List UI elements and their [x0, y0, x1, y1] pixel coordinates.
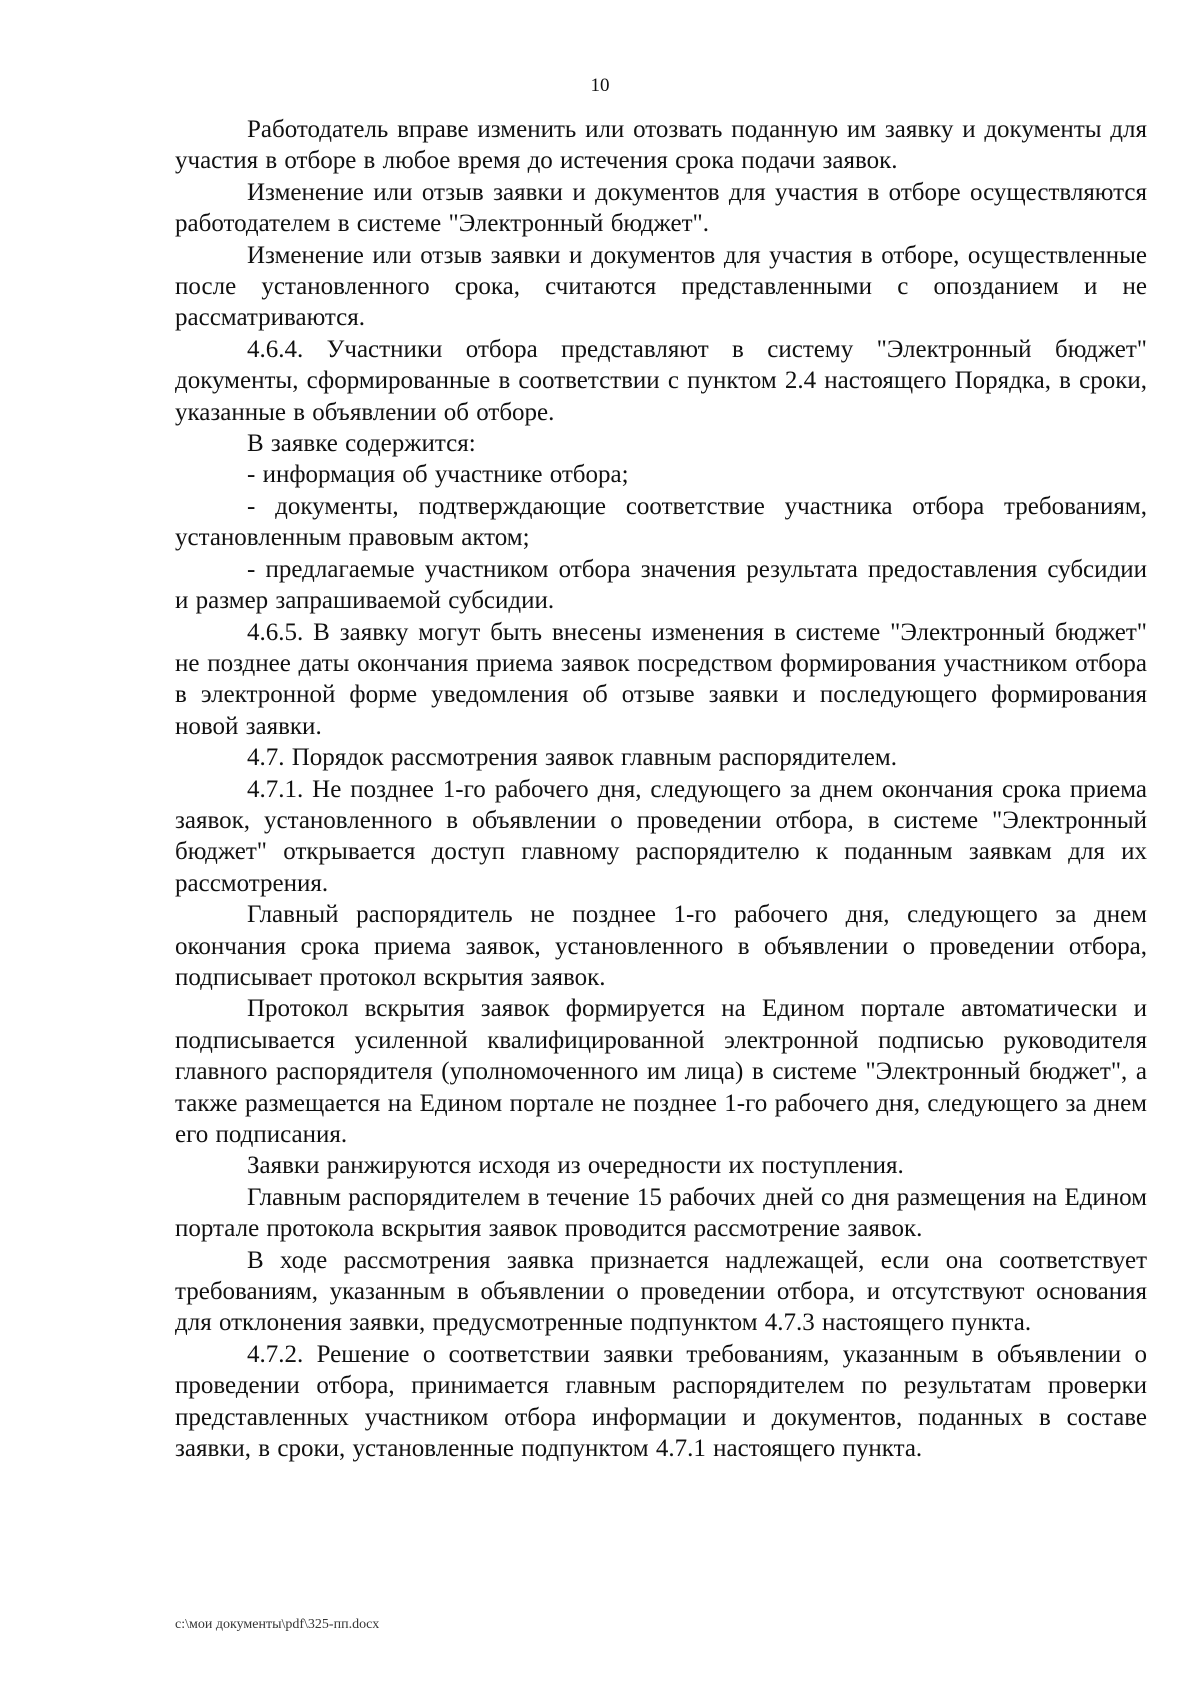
- document-body: [175, 114, 1147, 1464]
- paragraph: Главным распорядителем в течение 15 рабочих дней со дня размещения на Едином портале протокола вскрытия заявок проводится рассмотрение заявок.: [175, 1183, 1147, 1243]
- page-number: 10: [590, 75, 610, 96]
- paragraph: 4.7.2. Решение о соответствии заявки требованиям, указанным в объявлении о проведении отбора, принимается главным распорядителем по результатам проверки представленных участником отбора информации и документов, поданных в составе заявки, в сроки, установленные подпунктом 4.7.1 настоящего пункта.: [175, 1340, 1147, 1463]
- paragraph: 4.6.5. В заявку могут быть внесены изменения в системе "Электронный бюджет" не позднее даты окончания приема заявок посредством формирования участником отбора в электронной форме уведомления об отзыве заявки и последующего формирования новой заявки.: [175, 618, 1147, 740]
- paragraph: Заявки ранжируются исходя из очередности их поступления.: [247, 1152, 904, 1180]
- paragraph: Изменение или отзыв заявки и документов для участия в отборе осуществляются работодателем в системе "Электронный бюджет".: [175, 178, 1147, 238]
- paragraph: 4.7.1. Не позднее 1-го рабочего дня, следующего за днем окончания срока приема заявок, установленного в объявлении о проведении отбора, в системе "Электронный бюджет" открывается доступ главному распорядителю к поданным заявкам для их рассмотрения.: [175, 775, 1147, 897]
- file-path-footer: c:\мои документы\pdf\325-пп.docx: [175, 1617, 380, 1632]
- paragraph: Протокол вскрытия заявок формируется на Едином портале автоматически и подписывается усиленной квалифицированной электронной подписью руководителя главного распорядителя (уполномоченного им лица) в системе "Электронный бюджет", а также размещается на Едином портале не позднее 1-го рабочего дня, следующего за днем его подписания.: [175, 995, 1147, 1148]
- paragraph: В заявке содержится:: [247, 430, 476, 458]
- section-heading: 4.7. Порядок рассмотрения заявок главным распорядителем.: [247, 744, 897, 772]
- paragraph: Главный распорядитель не позднее 1-го рабочего дня, следующего за днем окончания срока приема заявок, установленного в объявлении о проведении отбора, подписывает протокол вскрытия заявок.: [175, 901, 1147, 991]
- list-item: - предлагаемые участником отбора значения результата предоставления субсидии и размер запрашиваемой субсидии.: [175, 555, 1147, 615]
- paragraph: 4.6.4. Участники отбора представляют в систему "Электронный бюджет" документы, сформированные в соответствии с пунктом 2.4 настоящего Порядка, в сроки, указанные в объявлении об отборе.: [175, 335, 1147, 426]
- paragraph: Изменение или отзыв заявки и документов для участия в отборе, осуществленные после установленного срока, считаются представленными с опозданием и не рассматриваются.: [175, 241, 1147, 332]
- paragraph: Работодатель вправе изменить или отозвать поданную им заявку и документы для участия в отборе в любое время до истечения срока подачи заявок.: [175, 116, 1147, 175]
- list-item: - документы, подтверждающие соответствие участника отбора требованиям, установленным правовым актом;: [175, 492, 1147, 552]
- list-item: - информация об участнике отбора;: [247, 461, 629, 489]
- paragraph: В ходе рассмотрения заявка признается надлежащей, если она соответствует требованиям, указанным в объявлении о проведении отбора, и отсутствуют основания для отклонения заявки, предусмотренные подпунктом 4.7.3 настоящего пункта.: [175, 1246, 1147, 1337]
